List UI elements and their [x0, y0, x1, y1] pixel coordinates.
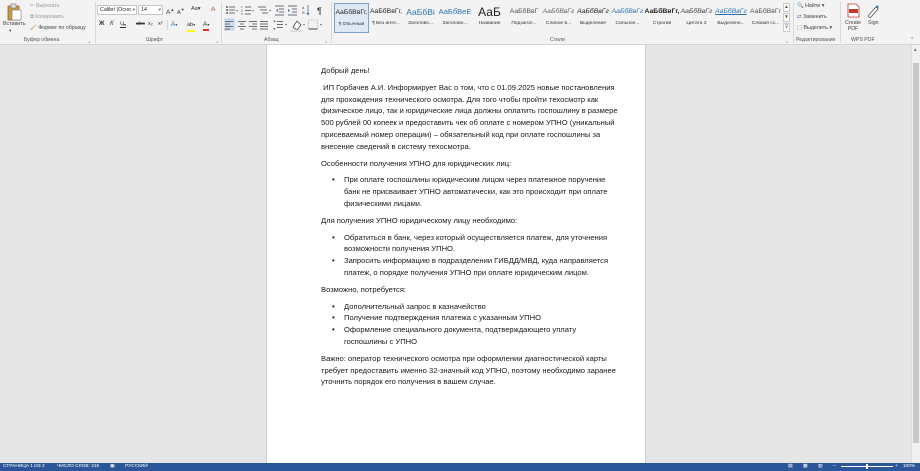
replace-button[interactable]	[797, 14, 827, 20]
style-gallery-item[interactable]	[403, 3, 438, 33]
align-center-icon[interactable]	[238, 22, 246, 30]
status-bar	[0, 463, 920, 471]
font-size-value: 14	[141, 7, 147, 13]
format-painter-label: Формат по образцу	[38, 25, 86, 31]
style-gallery-item[interactable]	[438, 3, 473, 33]
chevron-down-icon: ▾	[132, 7, 135, 12]
font-name-value: Calibri (Осно	[100, 7, 131, 13]
chevron-down-icon: ▾	[158, 7, 161, 12]
list-item[interactable]: • Запросить информацию в подразделении ГИБДД/МВД, куда направляется платеж, о порядке получения УПНО при оплате юридическим лицом.	[321, 255, 621, 279]
style-gallery-item[interactable]	[748, 3, 783, 33]
svg-text:¶: ¶	[317, 6, 322, 16]
style-preview: АаБбВі	[406, 7, 435, 17]
find-button[interactable]: 🔍 Найти ▾	[797, 3, 825, 9]
paragraph-launcher-icon[interactable]: ⌟	[325, 38, 328, 43]
cut-label: Вырезать	[35, 3, 60, 9]
pilcrow-icon[interactable]	[317, 6, 322, 16]
change-case-icon: Aa	[191, 6, 198, 12]
vertical-scrollbar[interactable]	[911, 45, 920, 463]
svg-text:A: A	[302, 6, 305, 10]
needed-heading[interactable]: Для получения УПНО юридическому лицу необходимо:	[321, 215, 518, 225]
style-name: Строгий	[652, 21, 672, 26]
font-size-combo[interactable]	[138, 5, 163, 15]
paragraph-group-label: Абзац	[264, 37, 279, 43]
style-preview: АаБбВвГ	[509, 8, 539, 15]
format-painter-button[interactable]	[30, 25, 86, 31]
list-item[interactable]: • Дополнительный запрос в казначейство	[321, 301, 621, 313]
superscript-button[interactable]	[158, 20, 163, 29]
group-divider	[95, 2, 96, 43]
group-divider	[331, 2, 332, 43]
language[interactable]: РУССКИЙ	[125, 464, 148, 469]
clear-formatting-icon: A	[211, 6, 216, 13]
superscript-icon: x²	[158, 21, 163, 27]
copy-label: Копировать	[35, 14, 64, 20]
zoom-level[interactable]: 100%	[903, 464, 916, 469]
subscript-button[interactable]	[148, 20, 153, 29]
scroll-up-icon[interactable]: ▲	[913, 47, 918, 52]
create-pdf-label[interactable]: Create PDF	[845, 20, 861, 32]
editing-group-label: Редактирование	[796, 37, 836, 43]
style-name: Название	[478, 21, 501, 26]
group-divider	[167, 20, 168, 30]
sort-icon[interactable]	[302, 5, 310, 16]
style-preview: АаБбВвГг,	[644, 8, 680, 15]
word-count[interactable]: ЧИСЛО СЛОВ: 215	[57, 464, 100, 469]
style-preview: АаБбВвГг	[715, 8, 747, 15]
grow-font-button[interactable]: A▲	[166, 7, 175, 17]
style-preview: АаБбВвГг,	[335, 9, 368, 16]
paragraph-controls	[224, 3, 330, 35]
style-gallery-item[interactable]	[714, 3, 749, 33]
zoom-slider-thumb[interactable]	[866, 464, 868, 469]
cut-button[interactable]	[30, 3, 60, 9]
style-name: Заголово...	[442, 21, 468, 26]
document-page[interactable]	[266, 45, 646, 463]
underline-icon: Ч	[120, 22, 124, 28]
shrink-font-icon: A	[177, 9, 181, 16]
maybe-list	[321, 301, 621, 348]
clear-formatting-button[interactable]	[211, 5, 215, 14]
style-gallery-item[interactable]	[645, 3, 680, 33]
subscript-icon: x₂	[148, 21, 153, 27]
document-body[interactable]	[321, 65, 621, 393]
text-effects-icon: A	[171, 21, 176, 28]
create-pdf-button[interactable]	[844, 3, 862, 21]
pdf-icon	[847, 3, 860, 18]
wps-group-label: WPS PDF	[851, 37, 875, 43]
style-name: Выделение	[580, 21, 606, 26]
font-color-icon: A	[203, 21, 208, 28]
group-divider	[221, 2, 222, 43]
styles-launcher-icon[interactable]: ⌟	[786, 38, 789, 43]
strikethrough-icon: abc	[136, 21, 145, 27]
print-layout-icon[interactable]: ▦	[803, 464, 808, 469]
style-name: Цитата 2	[686, 21, 707, 26]
replace-icon: ⇄	[797, 14, 802, 20]
clipboard-group-label: Буфер обмена	[24, 37, 60, 43]
style-gallery-item[interactable]	[507, 3, 542, 33]
group-divider	[793, 2, 794, 43]
underline-button[interactable]: Ч▾	[120, 22, 127, 28]
maybe-heading[interactable]: Возможно, потребуется:	[321, 284, 407, 294]
page-count[interactable]: СТРАНИЦА 1 ИЗ 2	[3, 464, 45, 469]
shrink-font-button[interactable]: A▼	[177, 7, 185, 16]
list-item[interactable]: • При оплате госпошлины юридическим лицом через платежное поручение банк не присваивает УПНО автоматически, как это происходит при оплате физическими лицами.	[321, 174, 621, 209]
paste-label[interactable]: Вставить	[3, 21, 26, 27]
paste-icon	[6, 3, 22, 21]
list-item[interactable]: • Оформление специального документа, подтверждающего уплату госпошлины с УПНО	[321, 324, 621, 348]
grow-font-icon: A	[166, 9, 171, 17]
align-right-icon[interactable]	[249, 22, 257, 30]
clipboard-launcher-icon[interactable]: ⌟	[88, 38, 91, 43]
style-name: ¶ Без инте...	[372, 21, 400, 26]
signature-icon	[867, 3, 880, 18]
select-cursor-icon: ⬚	[797, 25, 803, 31]
features-list	[321, 174, 621, 209]
collapse-ribbon-icon[interactable]: ⌃	[910, 37, 915, 43]
sign-button[interactable]	[866, 3, 880, 21]
bold-icon: Ж	[99, 21, 105, 27]
change-case-button[interactable]: Aa▾	[191, 6, 201, 12]
replace-label: Заменить	[802, 14, 827, 20]
borders-icon[interactable]	[309, 20, 323, 29]
justify-icon[interactable]	[260, 22, 268, 30]
multilevel-list-icon[interactable]	[258, 7, 271, 13]
features-heading[interactable]: Особенности получения УПНО для юридических лиц:	[321, 158, 512, 168]
font-color-button[interactable]: A▾	[203, 20, 209, 31]
style-gallery-item[interactable]	[369, 3, 404, 33]
paste-dropdown-icon[interactable]: ▾	[9, 28, 12, 33]
intro-paragraph[interactable]: ИП Горбачев А.И. Информирует Вас о том, что с 01.09.2025 новые постановления для прохождения технического осмотра. Для того чтобы пройти техосмотр как физическое лицо, так и юридические лица должны оплатить госпошлину в размере 500 рублей 00 копеек и предоставить чек об оплате с номером УПНО (уникальный присеваемый номер операции) – обязательный код при оплате госпошлины за внесение сведений в систему техосмотра.	[321, 82, 620, 151]
font-name-combo[interactable]	[97, 5, 137, 15]
style-preview: АаБбВеЕ	[438, 7, 472, 16]
select-label: Выделить	[803, 25, 828, 31]
text-effects-button[interactable]: A▾	[171, 21, 178, 28]
brush-icon: 🖌	[30, 25, 37, 31]
read-mode-icon[interactable]: ▤	[788, 464, 793, 469]
sign-label[interactable]: Sign	[868, 20, 879, 26]
svg-text:Я: Я	[302, 11, 305, 15]
strikethrough-button[interactable]	[136, 20, 145, 29]
decrease-indent-icon[interactable]	[275, 6, 284, 15]
scissors-icon: ✂	[30, 3, 35, 9]
select-button[interactable]: ⬚ Выделить ▾	[797, 25, 833, 31]
zoom-out-icon[interactable]: −	[833, 464, 836, 469]
style-preview: АаБбВвГг	[577, 8, 609, 15]
style-preview: АаБбВвГг	[680, 8, 713, 15]
bold-button[interactable]	[99, 20, 104, 29]
style-preview: АаБбВвГг	[611, 8, 644, 15]
group-divider	[840, 2, 841, 43]
style-preview: АаБбВвГг	[749, 8, 782, 15]
highlighter-icon: ab	[187, 22, 194, 28]
web-layout-icon[interactable]: ▥	[818, 464, 823, 469]
style-name: Выделенн...	[717, 21, 745, 26]
highlight-button[interactable]: ab▾	[187, 20, 195, 32]
styles-group-label: Стили	[550, 37, 565, 43]
line-spacing-icon[interactable]	[273, 20, 287, 30]
zoom-in-icon[interactable]: +	[895, 464, 898, 469]
important-note[interactable]: Важно: оператор технического осмотра при оформлении диагностической карты требует предоставить именно 32-значный код УПНО, поэтому необходимо заранее уточнить порядок его получения в вашем случае.	[321, 353, 616, 387]
style-name: Подзагол...	[511, 21, 537, 26]
styles-scroll-up-icon[interactable]: ▲	[783, 3, 790, 12]
copy-button[interactable]	[30, 14, 64, 21]
style-name: Слабая сс...	[751, 21, 780, 26]
style-gallery-item[interactable]	[679, 3, 714, 33]
style-preview: АаБ	[478, 5, 501, 19]
proofing-icon[interactable]: ▣	[110, 464, 115, 469]
svg-text:2: 2	[241, 8, 243, 13]
svg-text:3: 3	[241, 12, 243, 16]
align-left-icon[interactable]	[224, 19, 234, 30]
style-name: Сильное...	[615, 21, 640, 26]
italic-button[interactable]	[110, 20, 114, 29]
style-preview: АаБбВвГг	[542, 8, 575, 15]
styles-more-icon[interactable]: ⊽	[783, 23, 790, 32]
document-canvas	[0, 45, 911, 463]
needed-list	[321, 232, 621, 279]
font-group-label: Шрифт	[146, 37, 164, 43]
style-name: Заголово...	[408, 21, 433, 26]
font-launcher-icon[interactable]: ⌟	[216, 38, 219, 43]
style-gallery-item[interactable]	[576, 3, 611, 33]
style-name: ¶ Обычный	[338, 22, 365, 27]
bullets-icon[interactable]	[226, 6, 238, 14]
shading-icon[interactable]	[291, 21, 305, 32]
style-gallery-item[interactable]	[610, 3, 645, 33]
find-label: Найти	[805, 3, 821, 9]
style-preview: АаБбВвГг,	[369, 8, 403, 15]
list-item[interactable]: • Обратиться в банк, через который осуществляется платеж, для уточнения возможности получения УПНО.	[321, 232, 621, 256]
style-name: Слабое в...	[545, 21, 572, 26]
style-gallery-item[interactable]	[541, 3, 576, 33]
italic-icon: К	[110, 21, 114, 27]
greeting[interactable]: Добрый день!	[321, 66, 370, 75]
ribbon	[0, 0, 920, 45]
svg-text:1: 1	[241, 5, 243, 9]
search-icon: 🔍	[797, 3, 804, 9]
list-item[interactable]: • Получение подтверждения платежа с указанным УПНО	[321, 312, 621, 324]
increase-indent-icon[interactable]	[288, 6, 297, 15]
scrollbar-thumb[interactable]	[913, 63, 919, 443]
styles-scroll-down-icon[interactable]: ▼	[783, 13, 790, 22]
copy-icon: ⧉	[30, 14, 34, 20]
style-gallery-item[interactable]	[334, 3, 369, 33]
style-gallery-item[interactable]	[472, 3, 507, 33]
numbering-icon[interactable]	[241, 5, 254, 16]
